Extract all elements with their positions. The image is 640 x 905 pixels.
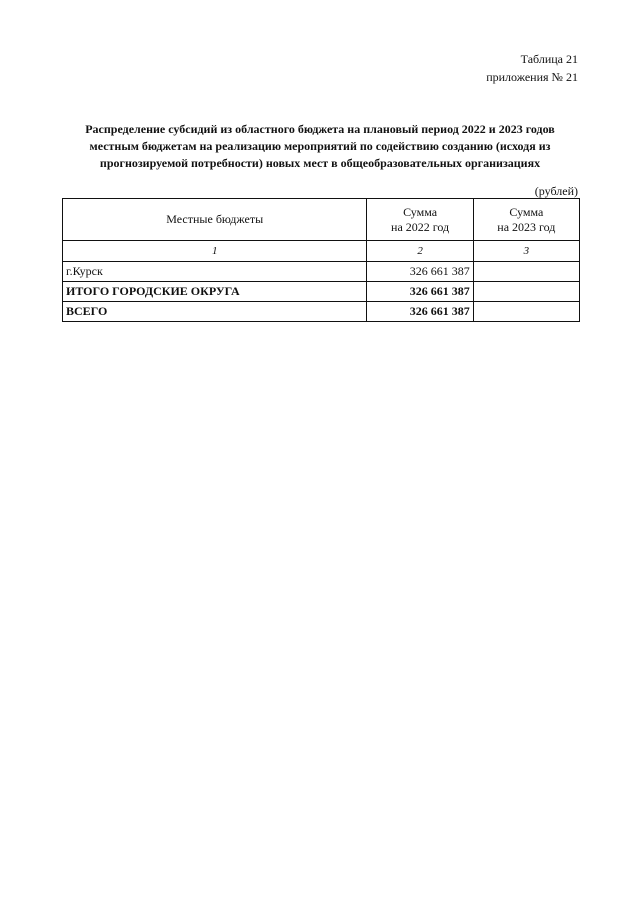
title-line-1: Распределение субсидий из областного бюджета на плановый период 2022 и 2023 годов bbox=[85, 122, 555, 136]
title-line-2: местным бюджетам на реализацию мероприятий по содействию созданию (исходя из bbox=[89, 139, 551, 153]
column-number-row bbox=[63, 241, 580, 262]
row-sum-2023 bbox=[473, 302, 579, 322]
row-name: ВСЕГО bbox=[63, 302, 367, 322]
row-sum-2023 bbox=[473, 262, 579, 282]
row-sum-2022: 326 661 387 bbox=[367, 302, 473, 322]
table-row bbox=[63, 262, 580, 282]
header-sum-2023 bbox=[473, 199, 579, 241]
header-sum-2023-line1: Сумма bbox=[509, 204, 544, 219]
row-sum-2023 bbox=[473, 282, 579, 302]
header-sum-2022 bbox=[367, 199, 473, 241]
column-number-1: 1 bbox=[63, 241, 367, 262]
header-sum-2022-line2: на 2022 год bbox=[391, 219, 450, 234]
header-sum-2022-line1: Сумма bbox=[403, 204, 438, 219]
header-row bbox=[63, 199, 580, 241]
row-name: ИТОГО ГОРОДСКИЕ ОКРУГА bbox=[63, 282, 367, 302]
column-number-2: 2 bbox=[367, 241, 473, 262]
row-sum-2022: 326 661 387 bbox=[367, 282, 473, 302]
title-line-3: прогнозируемой потребности) новых мест в общеобразовательных организациях bbox=[99, 156, 541, 170]
row-sum-2022: 326 661 387 bbox=[367, 262, 473, 282]
table-reference bbox=[486, 50, 578, 86]
unit-label: (рублей) bbox=[534, 184, 578, 198]
table-row bbox=[63, 282, 580, 302]
header-sum-2023-line2: на 2023 год bbox=[497, 219, 556, 234]
table-number: Таблица 21 bbox=[520, 52, 578, 66]
column-number-3: 3 bbox=[473, 241, 579, 262]
budget-table bbox=[62, 198, 580, 322]
row-name: г.Курск bbox=[63, 262, 367, 282]
appendix-reference: приложения № 21 bbox=[486, 70, 578, 84]
table-row bbox=[63, 302, 580, 322]
header-local-budgets: Местные бюджеты bbox=[63, 199, 367, 241]
document-title bbox=[60, 121, 580, 172]
